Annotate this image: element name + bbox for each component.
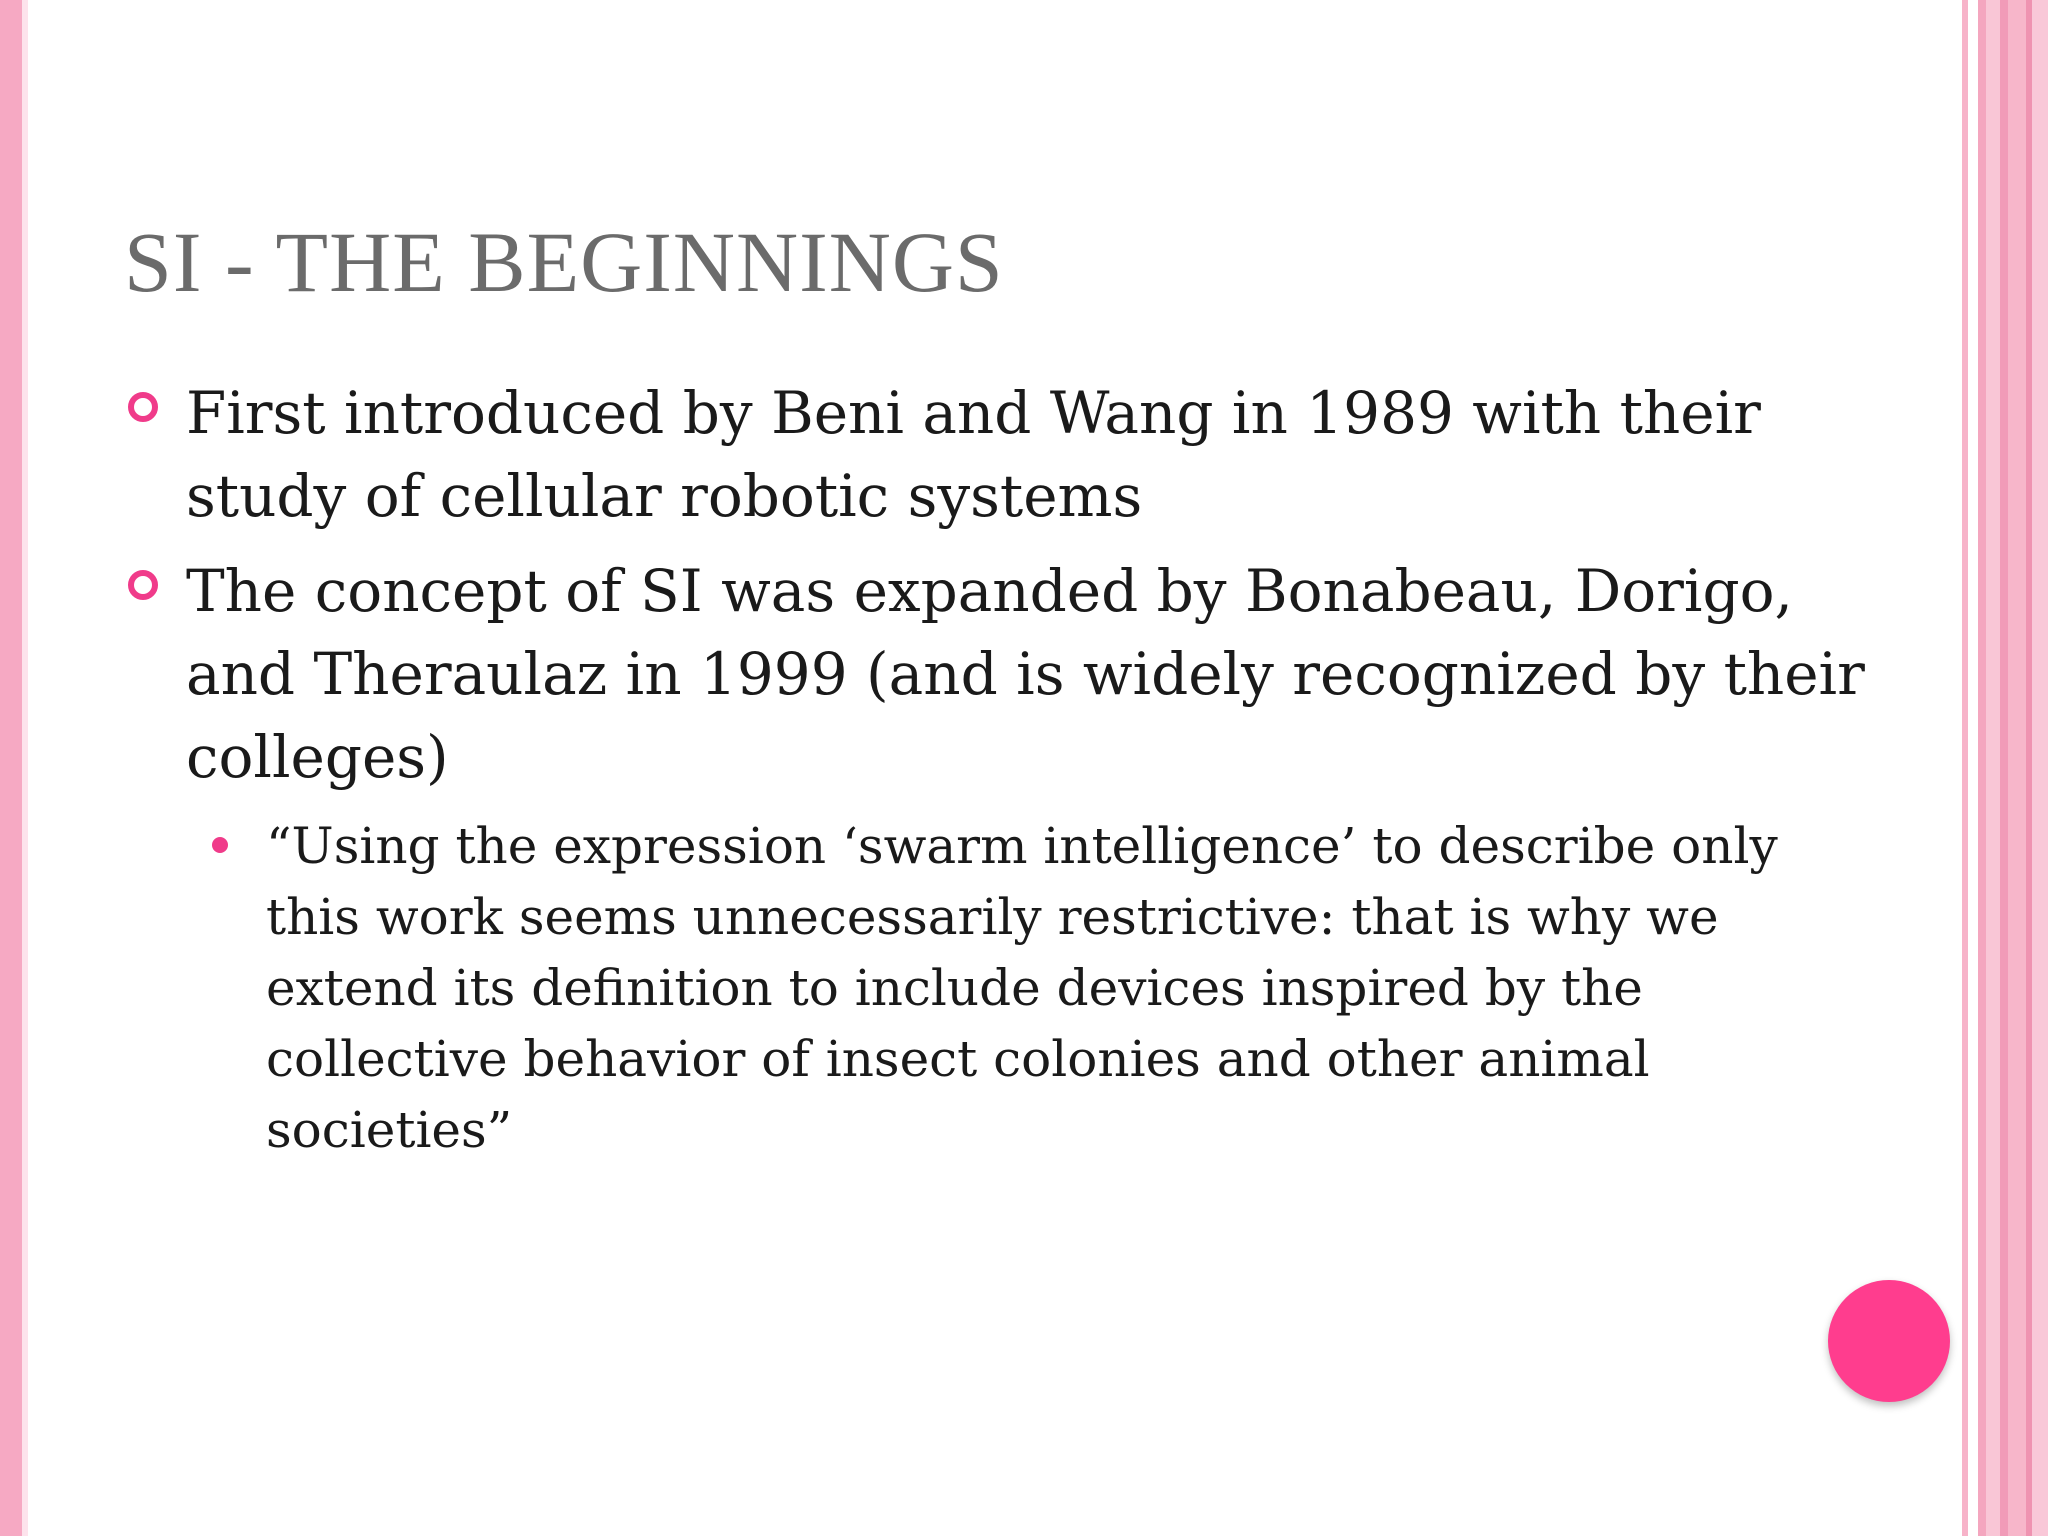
right-decorative-stripes — [1956, 0, 2048, 1536]
bullet-item — [124, 372, 1886, 538]
ring-bullet-icon — [128, 570, 158, 600]
bullet-text: The concept of SI was expanded by Bonabeau, Dorigo, and Theraulaz in 1999 (and is widely recognized by their colleges) — [186, 557, 1865, 791]
sub-bullet-item — [124, 811, 1886, 1166]
bullet-text: First introduced by Beni and Wang in 1989 with their study of cellular robotic systems — [186, 379, 1761, 530]
ring-bullet-icon — [128, 392, 158, 422]
slide-content — [124, 372, 1865, 1166]
sub-bullet-text: “Using the expression ‘swarm intelligence’ to describe only this work seems unnecessarily restrictive: that is why we extend its definition to include devices inspired by the collective behavior of insect colonies and other animal societies” — [266, 817, 1778, 1159]
bullet-item — [124, 550, 1886, 799]
left-border-inner — [22, 0, 28, 1536]
decorative-circle-icon — [1828, 1280, 1950, 1402]
slide-title: SI - THE BEGINNINGS — [124, 214, 1004, 310]
left-border — [0, 0, 22, 1536]
dot-bullet-icon — [212, 837, 228, 853]
